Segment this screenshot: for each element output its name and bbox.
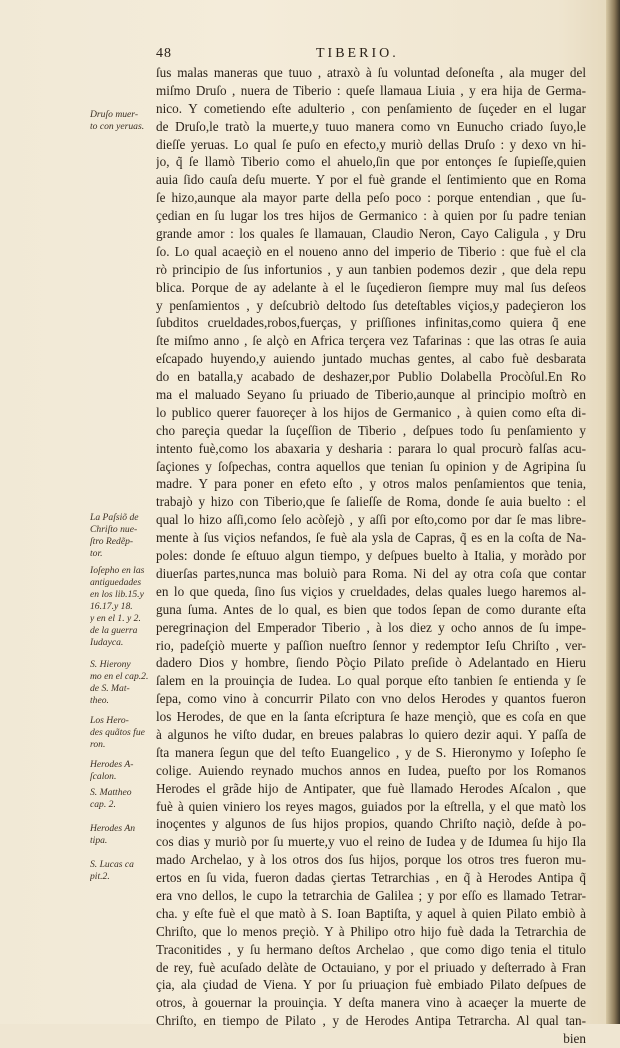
text-line: era vno dellos, le cupo la tetrarchia de Galilea ; y por eſſo es llamado Tetrar-	[156, 887, 586, 903]
margin-note	[90, 759, 156, 783]
text-line: intento fuè,como los abaxaria y desharia : parara lo qual procurò falſas acu-	[156, 440, 586, 456]
margin-note-line: pit.2.	[90, 871, 110, 882]
text-line: ſepa, como vino à concurrir Pilato con vno delos Herodes y quantos fueron	[156, 691, 586, 707]
text-line: dadero Dios y hombre, ſiendo Pòçio Pilato preſide ò Adelantado en Hieru	[156, 655, 586, 671]
margin-note-line: Ioſepho en las	[90, 565, 145, 576]
text-line: Herodes el grãde hijo de Antipater, que fuè llamado Herodes Aſcalon , que	[156, 780, 586, 796]
text-line: lo publico querer fauoreçer à los hijos de Germanico , à quien como eſta di-	[156, 404, 586, 420]
text-line: eſcapado huyendo,y auiendo juntado muchas gentes, al cabo fuè desbarata	[156, 351, 586, 367]
text-line: dieſſe yeruas. Lo qual ſe puſo en efecto,y muriò dellas Druſo : y dexo vn hi-	[156, 136, 586, 152]
page-number: 48	[156, 46, 172, 61]
text-line: de rey, fuè acuſado delàte de Octauiano, y por el priuado y deſterrado à Fran	[156, 959, 586, 975]
margin-note-line: 16.17.y 18.	[90, 601, 133, 612]
margin-note	[90, 565, 156, 649]
margin-note-line: cap. 2.	[90, 799, 116, 810]
text-line: los Herodes, de que en la ſanta eſcriptura ſe haze mençiò, que es coſa en que	[156, 709, 586, 725]
margin-note	[90, 659, 156, 707]
text-line: mente à ſus viçios nefandos, ſe fuè ala ysla de Capras, q̃ es en la coſta de Na-	[156, 530, 586, 546]
text-line: nico. Y cometiendo eſte adulterio , con penſamiento de ſuçeder en el lugar	[156, 100, 586, 116]
catchword: bien	[563, 1031, 586, 1047]
text-line: en lo que queda, ſino ſus viçios y crueldades, delas quales luego haremos al-	[156, 583, 586, 599]
margin-note-line: S. Lucas ca	[90, 859, 134, 870]
running-header	[156, 44, 586, 66]
margin-note-line: Chriſto nue-	[90, 524, 138, 535]
text-line: ma el maluado Seyano ſu priuado de Tiberio,aunque al principio moſtrò en	[156, 387, 586, 403]
page-gutter-edge	[606, 0, 620, 1024]
margin-note	[90, 823, 156, 847]
text-line: à algunos he viſto dudar, en breues palabras lo quiero dezir aqui. Y paſſa de	[156, 726, 586, 742]
text-line: ſe hizo,aunque ala mayor parte della peſo poco : porque entendian , que ſu-	[156, 190, 586, 206]
margin-note-line: Herodes A-	[90, 759, 134, 770]
margin-note-line: y en el 1. y 2.	[90, 613, 141, 624]
text-line: de Druſo,le tratò la muerte,y tuuo manera como vn Eunucho criado ſuyo,le	[156, 118, 586, 134]
text-line: Chriſto, en tiempo de Pilato , y de Herodes Antipa Tetrarcha. Al qual tan-	[156, 1013, 586, 1029]
margin-note	[90, 715, 156, 751]
main-text-block	[156, 64, 586, 1048]
margin-note-line: Herodes An	[90, 823, 136, 834]
text-line: rò principio de ſus infortunios , y aun tanbien podemos dezir , que dela repu	[156, 261, 586, 277]
margin-note	[90, 787, 156, 811]
text-line: miſmo Druſo , nuera de Tiberio : queſe llamaua Liuia , y era hija de Germa-	[156, 82, 586, 98]
text-line: cha. y eſte fuè el que matò à S. Ioan Baptiſta, y aquel à quien Pilato embiò à	[156, 905, 586, 921]
text-line: blica. Porque de ay adelante à el le ſuçedieron ſiempre muy mal ſus deſeos	[156, 279, 586, 295]
text-line: grande amor : los quales ſe llamauan, Claudio Neron, Cayo Caligula , y Dru	[156, 226, 586, 242]
margin-note-line: S. Hierony	[90, 659, 131, 670]
text-line: qual lo hizo aſſi,como ſelo acòſejò , y aſſi por eſto,como por dar ſe mas libre-	[156, 512, 586, 528]
text-line: ertos en ſu vida, fueron dadas çiertas Tetrarchias , en q̃ à Herodes Antipa q̃	[156, 870, 586, 886]
margin-note-line: de la guerra	[90, 625, 138, 636]
text-line: çedian en ſu lugar los tres hijos de Germanico : à quien por ſu padre tenian	[156, 208, 586, 224]
text-line: cho pareçia quedar la ſuçeſſion de Tiberio , deſpues todo ſu penſamiento y	[156, 422, 586, 438]
text-line: çia, ala çiudad de Viena. Y por ſu priuaçion fuè embiado Pilato deſpues de	[156, 977, 586, 993]
margin-note-line: en los lib.15.y	[90, 589, 144, 600]
text-line: ſo. Lo qual acaeçiò en el noueno anno del imperio de Tiberio : que fuè el cla	[156, 243, 586, 259]
text-line: trabajò y hizo con Tiberio,que ſe ſalieſſe de Roma, donde ſe auia buelto : el	[156, 494, 586, 510]
margin-note	[90, 512, 156, 560]
margin-note-line: tor.	[90, 548, 103, 559]
text-line: jo, q̃ ſe llamò Tiberio como el ahuelo,ſin que por entonçes ſe ſupieſſe,quien	[156, 154, 586, 170]
text-line: ſaçiones y ſoſpechas, contra aquellos que tenian ſu opinion y de Agripina ſu	[156, 458, 586, 474]
text-line: ſus malas maneras que tuuo , atraxò à ſu voluntad deſoneſta , ala muger del	[156, 65, 586, 80]
margin-note-line: Los Hero-	[90, 715, 129, 726]
margin-note-line: theo.	[90, 695, 109, 706]
text-line: y penſamientos , y deſcubriò deltodo ſus deteſtables viçios,y padeçieron los	[156, 297, 586, 313]
text-line: cos dias y muriò por ſu muerte,y vuo el reino de Iudea y de Idumea ſu hijo Ila	[156, 834, 586, 850]
text-line: Traconitides , y ſu hermano deſtos Archelao , que como digo tenia el titulo	[156, 941, 586, 957]
text-line: guna ſuma. Antes de lo qual, es bien que todos ſepan de como durante eſta	[156, 601, 586, 617]
running-title: TIBERIO.	[316, 46, 399, 61]
text-line: fuè à quien viniero los reyes magos, guiados por la eſtrella, y el que matò los	[156, 798, 586, 814]
margin-note-line: La Paſsiõ de	[90, 512, 139, 523]
text-line: poles: donde ſe eſtuuo algun tiempo, y deſpues buelto à Italia, y moràdo por	[156, 548, 586, 564]
margin-note-line: S. Mattheo	[90, 787, 132, 798]
margin-note-line: ron.	[90, 739, 106, 750]
margin-note-line: Iudayca.	[90, 637, 124, 648]
text-line: ſta manera ſegun que del teſto Euangelico , y de S. Hieronymo y Ioſepho ſe	[156, 744, 586, 760]
text-line: madre. Y para poner en efeto eſto , y otros malos penſamientos que tenia,	[156, 476, 586, 492]
text-line: ſalem en la prouinçia de Iudea. Lo qual porque eſto tanbien ſe entienda y ſe	[156, 673, 586, 689]
margin-note-line: mo en el cap.2.	[90, 671, 149, 682]
margin-note-line: ſtro Redẽp-	[90, 536, 134, 547]
text-line: do en batalla,y acabado de deshazer,por Publio Dolabella Procòſul.En Ro	[156, 369, 586, 385]
margin-note-line: de S. Mat-	[90, 683, 130, 694]
text-line: peregrinaçion del Emperador Tiberio , à los diez y ocho annos de ſu impe-	[156, 619, 586, 635]
text-line: diuerſas partes,nunca mas boluiò para Roma. Ni del ay otra coſa que contar	[156, 565, 586, 581]
margin-note	[90, 859, 156, 883]
margin-note	[90, 109, 156, 133]
margin-note-line: antiguedades	[90, 577, 142, 588]
text-line: mado Archelao, y à los otros dos ſus hijos, porque los otros tres fueron mu-	[156, 852, 586, 868]
margin-note-line: tipa.	[90, 835, 108, 846]
text-line: rio, padeſçiò muerte y paſſion nueſtro ſennor y redemptor Ieſu Chriſto , ver-	[156, 637, 586, 653]
text-line: colige. Auiendo reynado muchos annos en Iudea, pueſto por los Romanos	[156, 762, 586, 778]
margin-note-line: to con yeruas.	[90, 121, 145, 132]
text-line: auia ſido cauſa deſu muerte. Y por el fuè grande el ſentimiento que en Roma	[156, 172, 586, 188]
text-line: ſte miſmo anno , ſe alçò en Africa terçera vez Tafarinas : que las otras ſe auia	[156, 333, 586, 349]
margin-note-line: Druſo muer-	[90, 109, 139, 120]
text-line: otros, à gouernar la prouinçia. Y deſta manera vino à acaeçer la muerte de	[156, 995, 586, 1011]
text-line: Chriſto, que lo menos preçiò. Y à Philipo otro hijo fuè dada la Tetrarchia de	[156, 923, 586, 939]
margin-note-line: ſcalon.	[90, 771, 117, 782]
text-line: inoçentes y algunos de ſus hijos propios, quando Chriſto naçiò, deſde à po-	[156, 816, 586, 832]
margin-note-line: des quãtos fue	[90, 727, 145, 738]
text-line: ſubditos crueldades,robos,fuerças, y priſſiones infinitas,como quiera q̃ ene	[156, 315, 586, 331]
